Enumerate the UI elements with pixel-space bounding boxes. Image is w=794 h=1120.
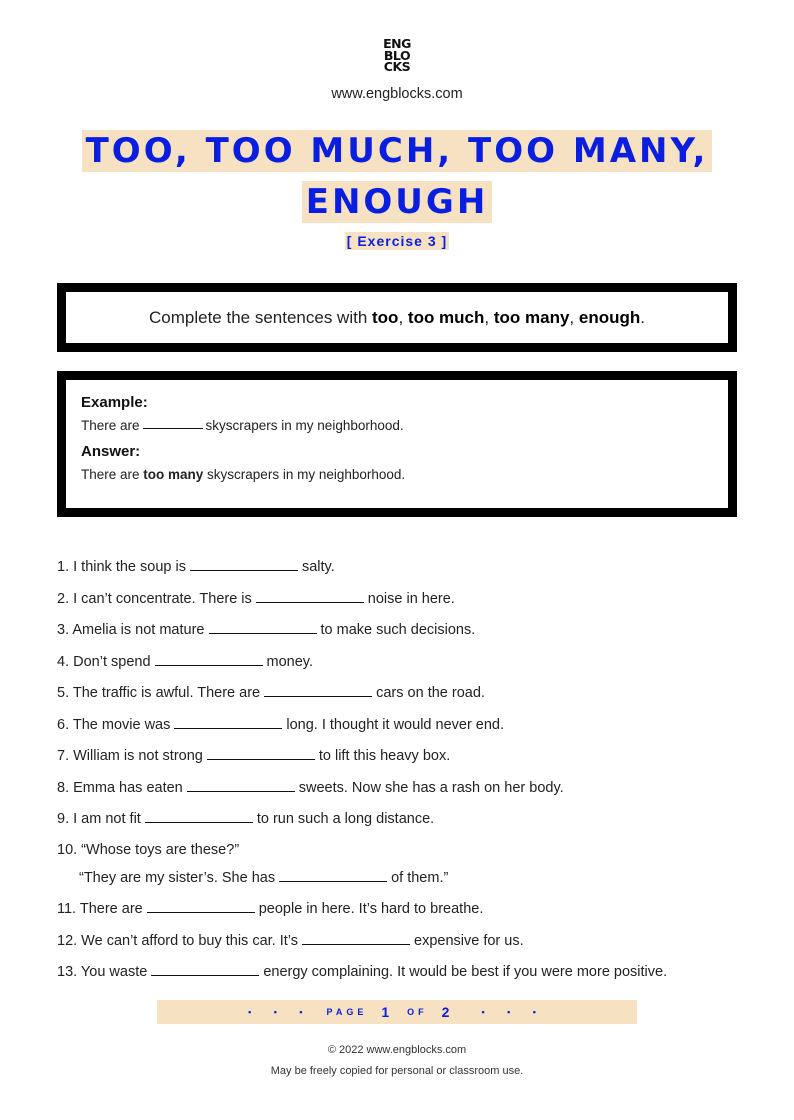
question-text-before: 5. The traffic is awful. There are (57, 685, 261, 701)
page-of: OF (407, 1007, 428, 1017)
exercise-number: [ Exercise 3 ] (346, 233, 448, 249)
page-indicator (157, 1000, 637, 1024)
question-text-before: 2. I can’t concentrate. There is (57, 590, 252, 607)
question-text-before: 6. The movie was (57, 716, 171, 733)
answer-blank-9[interactable] (145, 808, 253, 823)
logo-line-3: CKS (383, 59, 411, 74)
question-text-after: to lift this heavy box. (318, 748, 451, 764)
page-dots-left: • • • (248, 1007, 313, 1017)
page-dots-right: • • • (481, 1007, 546, 1017)
instruction-sep-1: , (398, 307, 408, 327)
question-text-after: sweets. Now she has a rash on her body. (298, 779, 564, 796)
instruction-end: . (640, 307, 645, 327)
question-12 (57, 930, 757, 962)
answer-blank-4[interactable] (155, 651, 263, 666)
answer-blank-7[interactable] (207, 745, 315, 760)
question-text-before: 7. William is not strong (57, 748, 203, 764)
answer-label: Answer: (81, 443, 141, 460)
answer-blank-10[interactable] (279, 867, 387, 882)
site-url[interactable]: www.engblocks.com (331, 86, 463, 102)
answer-blank-2[interactable] (256, 588, 364, 603)
question-sub-line (57, 867, 757, 888)
question-text-after: money. (266, 653, 313, 670)
answer-blank-5[interactable] (264, 682, 372, 697)
question-text-before: 12. We can’t afford to buy this car. It’s (57, 932, 298, 949)
word-too-many: too many (493, 307, 570, 327)
answer-sentence (81, 467, 728, 482)
page-word: PAGE (326, 1007, 368, 1017)
question-5 (57, 682, 757, 714)
question-6 (57, 714, 757, 746)
word-enough: enough (578, 307, 641, 327)
question-text-before: 3. Amelia is not mature (57, 622, 205, 638)
question-text-after: people in here. It’s hard to breathe. (258, 901, 484, 917)
instruction-sep-3: , (569, 307, 579, 327)
question-8 (57, 777, 757, 809)
question-text-after: expensive for us. (414, 932, 524, 949)
word-too: too (372, 307, 399, 327)
question-13 (57, 961, 757, 993)
example-blank (143, 428, 203, 429)
question-text-before: 9. I am not fit (57, 811, 141, 827)
question-text-before: 4. Don’t spend (57, 653, 151, 670)
instruction-prefix: Complete the sentences with (149, 307, 373, 327)
answer-blank-12[interactable] (302, 930, 410, 945)
question-text-after: of them.” (391, 869, 449, 886)
question-text-after: salty. (301, 559, 335, 575)
page-total: 2 (441, 1004, 454, 1020)
question-9 (57, 808, 757, 840)
question-text-after: energy complaining. It would be best if you were more positive. (263, 964, 668, 980)
question-text-before: 8. Emma has eaten (57, 779, 183, 796)
question-7 (57, 745, 757, 777)
question-text-after: to run such a long distance. (256, 811, 435, 827)
question-text-after: long. I thought it would never end. (286, 716, 505, 733)
logo-mark (383, 38, 411, 73)
answer-blank-3[interactable] (209, 619, 317, 634)
page-title (0, 130, 794, 232)
title-line-1: TOO, TOO MUCH, TOO MANY, (82, 130, 713, 172)
question-2 (57, 588, 757, 620)
question-text-before: “They are my sister’s. She has (79, 869, 276, 886)
answer-after: skyscrapers in my neighborhood. (203, 467, 406, 482)
instruction-text (149, 308, 645, 328)
question-text-after: cars on the road. (376, 685, 485, 701)
question-4 (57, 651, 757, 683)
example-box (57, 371, 737, 517)
logo (0, 38, 794, 76)
example-before: There are (81, 418, 140, 433)
title-line-2: ENOUGH (302, 181, 493, 223)
question-text-before: 13. You waste (57, 964, 148, 980)
logo-line-2: BLO (383, 47, 411, 63)
answer-word: too many (143, 467, 204, 482)
exercise-label (0, 232, 794, 251)
page-current: 1 (381, 1004, 394, 1020)
answer-before: There are (81, 467, 144, 482)
copyright: © 2022 www.engblocks.com (327, 1044, 467, 1056)
answer-blank-8[interactable] (187, 777, 295, 792)
question-1 (57, 556, 757, 588)
answer-blank-6[interactable] (174, 714, 282, 729)
question-10 (57, 840, 757, 899)
question-11 (57, 898, 757, 930)
question-text-after: noise in here. (367, 590, 455, 607)
question-text-before: 1. I think the soup is (57, 559, 186, 575)
logo-line-1: ENG (383, 36, 411, 51)
question-3 (57, 619, 757, 651)
word-too-much: too much (407, 307, 485, 327)
question-text-before: 11. There are (57, 901, 143, 917)
question-text-line1: 10. “Whose toys are these?” (57, 841, 240, 858)
example-label: Example: (81, 394, 148, 411)
example-sentence (81, 418, 728, 433)
instruction-sep-2: , (484, 307, 494, 327)
example-after: skyscrapers in my neighborhood. (205, 418, 404, 433)
answer-blank-11[interactable] (147, 898, 255, 913)
question-text-after: to make such decisions. (320, 622, 476, 638)
answer-blank-13[interactable] (151, 961, 259, 976)
instruction-box (57, 283, 737, 352)
license-note: May be freely copied for personal or classroom use. (270, 1065, 524, 1077)
answer-blank-1[interactable] (190, 556, 298, 571)
question-list (57, 556, 757, 993)
